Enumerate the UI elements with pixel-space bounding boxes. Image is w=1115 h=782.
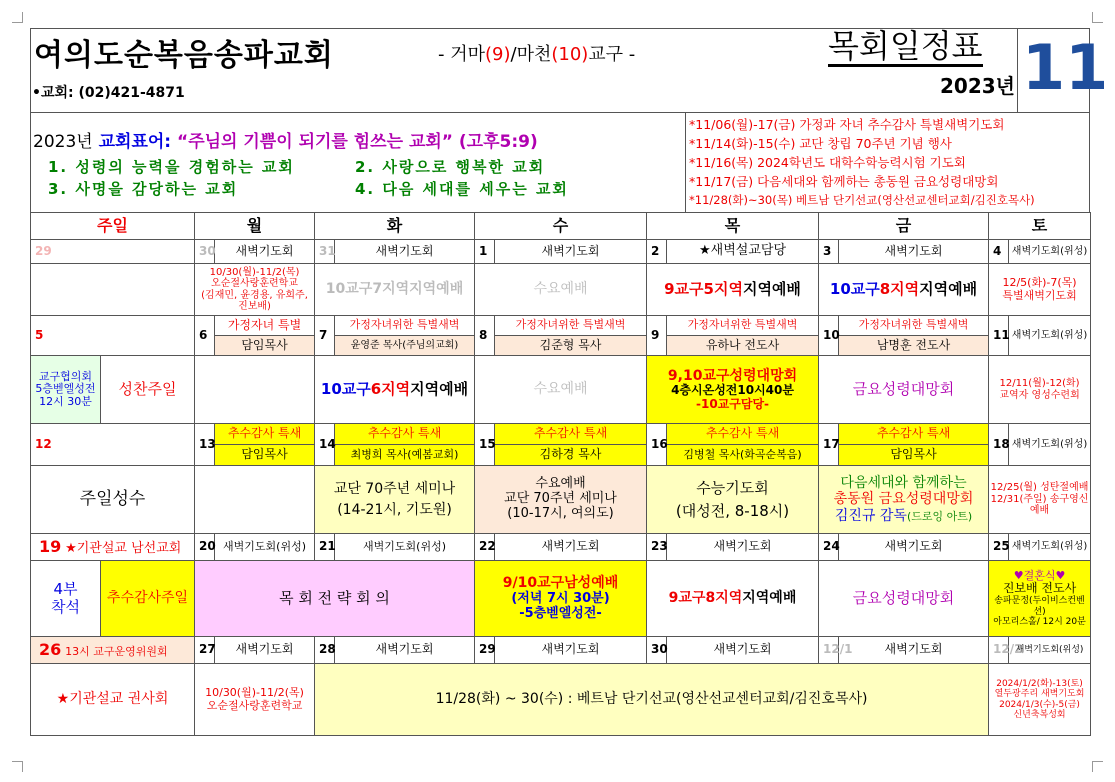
event-cell: 12/25(월) 성탄절예배 12/31(주일) 송구영신예배 bbox=[989, 466, 1091, 534]
notice-list bbox=[689, 115, 1087, 210]
speaker: 최병희 목사(예봄교회) bbox=[335, 445, 475, 466]
day-number: 9 bbox=[647, 316, 667, 356]
day-number: 4 bbox=[989, 240, 1009, 264]
day-label: 새벽기도회(위성) bbox=[1009, 534, 1091, 561]
day-number: 29 bbox=[31, 240, 195, 264]
day-label: 새벽기도회(위성) bbox=[1009, 424, 1091, 466]
week-4-date-row bbox=[31, 534, 1091, 561]
special-title: 추수감사 특새 bbox=[839, 424, 989, 445]
day-number: 21 bbox=[315, 534, 335, 561]
day-label: 새벽기도회 bbox=[667, 637, 819, 664]
day-number: 30 bbox=[647, 637, 667, 664]
day-number: 15 bbox=[475, 424, 495, 466]
day-number: 24 bbox=[819, 534, 839, 561]
event-cell: 9교구8지역지역예배 bbox=[647, 561, 819, 637]
doc-title: 목회일정표 bbox=[828, 27, 983, 65]
weekday-tue: 화 bbox=[315, 213, 475, 240]
week-3-title-row bbox=[31, 424, 1091, 445]
day-label: 새벽기도회(위성) bbox=[1009, 316, 1091, 356]
week-1-event-row bbox=[31, 264, 1091, 316]
day-number: 5 bbox=[31, 316, 195, 356]
day-number: 13 bbox=[195, 424, 215, 466]
calendar-table bbox=[30, 212, 1091, 736]
event-cell: 10교구7지역지역예배 bbox=[315, 264, 475, 316]
month-number: 11 bbox=[1022, 31, 1109, 104]
speaker: 담임목사 bbox=[215, 336, 315, 356]
event-cell: 수능기도회 (대성전, 8-18시) bbox=[647, 466, 819, 534]
day-number: 31 bbox=[315, 240, 335, 264]
weekday-fri: 금 bbox=[819, 213, 989, 240]
weekday-row bbox=[31, 213, 1091, 240]
church-name: 여의도순복음송파교회 bbox=[34, 38, 334, 73]
special-title: 가정자녀위한 특별새벽 bbox=[667, 316, 819, 336]
notice-item: *11/06(월)-17(금) 가정과 자녀 추수감사 특별새벽기도회 bbox=[689, 117, 1005, 132]
notice-item: *11/28(화)~30(목) 베트남 단기선교(영산선교센터교회/김진호목사) bbox=[689, 193, 1035, 207]
day-number: 16 bbox=[647, 424, 667, 466]
day-label: 새벽기도회 bbox=[667, 534, 819, 561]
notice-item: *11/17(금) 다음세대와 함께하는 총동원 금요성령대망회 bbox=[689, 174, 999, 189]
header-divider bbox=[685, 112, 686, 212]
event-cell: 목 회 전 략 회 의 bbox=[195, 561, 475, 637]
goal-1: 1. 성령의 능력을 경험하는 교회 bbox=[48, 158, 295, 176]
event-cell: 9교구5지역지역예배 bbox=[647, 264, 819, 316]
event-cell bbox=[195, 356, 315, 424]
day-number: 11 bbox=[989, 316, 1009, 356]
weekday-sat: 토 bbox=[989, 213, 1091, 240]
event-cell: 12/11(월)-12(화) 교역자 영성수련회 bbox=[989, 356, 1091, 424]
event-cell bbox=[31, 264, 195, 316]
day-label: 새벽기도회 bbox=[335, 637, 475, 664]
speaker: 김하경 목사 bbox=[495, 445, 647, 466]
day-label: 새벽기도회 bbox=[215, 240, 315, 264]
speaker: 남명훈 전도사 bbox=[839, 336, 989, 356]
day-number: 12/1 bbox=[819, 637, 839, 664]
motto-year: 2023년 bbox=[33, 132, 93, 152]
day-label: 새벽기도회(위성) bbox=[1009, 637, 1091, 664]
day-label: ★새벽설교담당 bbox=[667, 240, 819, 264]
speaker: 담임목사 bbox=[839, 445, 989, 466]
special-title: 가정자녀 특별 bbox=[215, 316, 315, 336]
crop-mark bbox=[12, 761, 23, 772]
event-cell: 주일성수 bbox=[31, 466, 195, 534]
crop-mark bbox=[1092, 12, 1103, 23]
event-cell: 교단 70주년 세미나 (14-21시, 기도원) bbox=[315, 466, 475, 534]
event-cell: 10교구8지역지역예배 bbox=[819, 264, 989, 316]
week-2-title-row bbox=[31, 316, 1091, 336]
day-label: 새벽기도회(위성) bbox=[215, 534, 315, 561]
event-cell bbox=[195, 466, 315, 534]
day-label: 새벽기도회 bbox=[215, 637, 315, 664]
day-label: 새벽기도회 bbox=[839, 534, 989, 561]
weekday-sun: 주일 bbox=[31, 213, 195, 240]
day-number: 22 bbox=[475, 534, 495, 561]
day-cell: 26 13시 교구운영위원회 bbox=[31, 637, 195, 664]
weekday-mon: 월 bbox=[195, 213, 315, 240]
day-number: 10 bbox=[819, 316, 839, 356]
event-cell: 수요예배 bbox=[475, 356, 647, 424]
council-meeting: 교구협의회 5층벧엘성전 12시 30분 bbox=[31, 356, 101, 424]
day-number: 17 bbox=[819, 424, 839, 466]
day-number: 29 bbox=[475, 637, 495, 664]
day-label: 새벽기도회 bbox=[839, 637, 989, 664]
speaker: 담임목사 bbox=[215, 445, 315, 466]
day-number: 30 bbox=[195, 240, 215, 264]
day-number: 3 bbox=[819, 240, 839, 264]
event-cell: 금요성령대망회 bbox=[819, 561, 989, 637]
day-label: 새벽기도회 bbox=[335, 240, 475, 264]
special-title: 가정자녀위한 특별새벽 bbox=[335, 316, 475, 336]
phone-number: •교회: (02)421-4871 bbox=[32, 85, 185, 101]
motto-label: 교회표어: bbox=[98, 132, 172, 152]
special-title: 가정자녀위한 특별새벽 bbox=[839, 316, 989, 336]
event-cell: 9,10교구성령대망회 4층시온성전10시40분 -10교구담당- bbox=[647, 356, 819, 424]
day-number: 14 bbox=[315, 424, 335, 466]
event-cell: 4부 착석 bbox=[31, 561, 101, 637]
motto-text: “주님의 기쁨이 되기를 힘쓰는 교회” (고후5:9) bbox=[177, 132, 538, 152]
event-cell: 다음세대와 함께하는 총동원 금요성령대망회 김진규 감독(드로잉 아트) bbox=[819, 466, 989, 534]
day-cell: 19 ★기관설교 남선교회 bbox=[31, 534, 195, 561]
day-label: 새벽기도회(위성) bbox=[335, 534, 475, 561]
notice-item: *11/14(화)-15(수) 교단 창립 70주년 기념 행사 bbox=[689, 136, 952, 151]
weekday-wed: 수 bbox=[475, 213, 647, 240]
event-cell: 10교구6지역지역예배 bbox=[315, 356, 475, 424]
week-2-event-row bbox=[31, 356, 1091, 424]
event-cell: 성찬주일 bbox=[101, 356, 195, 424]
goal-4: 4. 다음 세대를 세우는 교회 bbox=[355, 180, 569, 198]
special-title: 추수감사 특새 bbox=[335, 424, 475, 445]
header-divider bbox=[1017, 28, 1018, 112]
header-divider bbox=[30, 112, 1090, 113]
special-title: 추수감사 특새 bbox=[215, 424, 315, 445]
day-number: 20 bbox=[195, 534, 215, 561]
day-number: 12/2 bbox=[989, 637, 1009, 664]
day-number: 28 bbox=[315, 637, 335, 664]
event-cell: 11/28(화) ~ 30(수) : 베트남 단기선교(영산선교센터교회/김진호목사) bbox=[315, 664, 989, 736]
event-cell: 수요예배 bbox=[475, 264, 647, 316]
week-3-event-row bbox=[31, 466, 1091, 534]
crop-mark bbox=[1092, 761, 1103, 772]
day-label: 새벽기도회(위성) bbox=[1009, 240, 1091, 264]
event-cell: 2024/1/2(화)-13(토) 열두광주리 새벽기도회 2024/1/3(수)-5(금) 신년축복성회 bbox=[989, 664, 1091, 736]
event-cell: ★기관설교 권사회 bbox=[31, 664, 195, 736]
speaker: 윤영준 목사(주님의교회) bbox=[335, 336, 475, 356]
year-label: 2023년 bbox=[940, 74, 1015, 98]
day-number: 2 bbox=[647, 240, 667, 264]
week-5-date-row bbox=[31, 637, 1091, 664]
event-cell: 금요성령대망회 bbox=[819, 356, 989, 424]
speaker: 김준형 목사 bbox=[495, 336, 647, 356]
event-cell: 추수감사주일 bbox=[101, 561, 195, 637]
day-number: 7 bbox=[315, 316, 335, 356]
week-4-event-row bbox=[31, 561, 1091, 637]
goal-3: 3. 사명을 감당하는 교회 bbox=[48, 180, 239, 198]
notice-item: *11/16(목) 2024학년도 대학수학능력시험 기도회 bbox=[689, 155, 966, 170]
special-title: 가정자녀위한 특별새벽 bbox=[495, 316, 647, 336]
day-number: 25 bbox=[989, 534, 1009, 561]
special-title: 추수감사 특새 bbox=[667, 424, 819, 445]
week-5-event-row bbox=[31, 664, 1091, 736]
speaker: 김병철 목사(화곡순복음) bbox=[667, 445, 819, 466]
motto-line bbox=[33, 127, 538, 152]
weekday-thu: 목 bbox=[647, 213, 819, 240]
day-number: 12 bbox=[31, 424, 195, 466]
event-cell: 9/10교구남성예배 (저녁 7시 30분) -5층벧엘성전- bbox=[475, 561, 647, 637]
crop-mark bbox=[12, 12, 23, 23]
day-number: 23 bbox=[647, 534, 667, 561]
day-number: 1 bbox=[475, 240, 495, 264]
event-cell: ♥결혼식♥ 진보배 전도사 송파문정(두이비스컨벤션) 아모리스홀/ 12시 20분 bbox=[989, 561, 1091, 637]
day-label: 새벽기도회 bbox=[839, 240, 989, 264]
event-cell: 수요예배 교단 70주년 세미나 (10-17시, 여의도) bbox=[475, 466, 647, 534]
week-1-date-row bbox=[31, 240, 1091, 264]
special-title: 추수감사 특새 bbox=[495, 424, 647, 445]
day-number: 27 bbox=[195, 637, 215, 664]
day-number: 8 bbox=[475, 316, 495, 356]
day-label: 새벽기도회 bbox=[495, 534, 647, 561]
day-label: 새벽기도회 bbox=[495, 240, 647, 264]
district-label: - 거마(9)/마천(10)교구 - bbox=[438, 44, 636, 65]
event-cell: 12/5(화)-7(목) 특별새벽기도회 bbox=[989, 264, 1091, 316]
event-cell: 10/30(월)-11/2(목) 오순절사랑훈련학교 bbox=[195, 664, 315, 736]
speaker: 유하나 전도사 bbox=[667, 336, 819, 356]
day-number: 18 bbox=[989, 424, 1009, 466]
day-label: 새벽기도회 bbox=[495, 637, 647, 664]
goal-2: 2. 사랑으로 행복한 교회 bbox=[355, 158, 546, 176]
event-cell: 10/30(월)-11/2(목) 오순절사랑훈련학교 (김재민, 윤경용, 유희주, 진보배) bbox=[195, 264, 315, 316]
day-number: 6 bbox=[195, 316, 215, 356]
